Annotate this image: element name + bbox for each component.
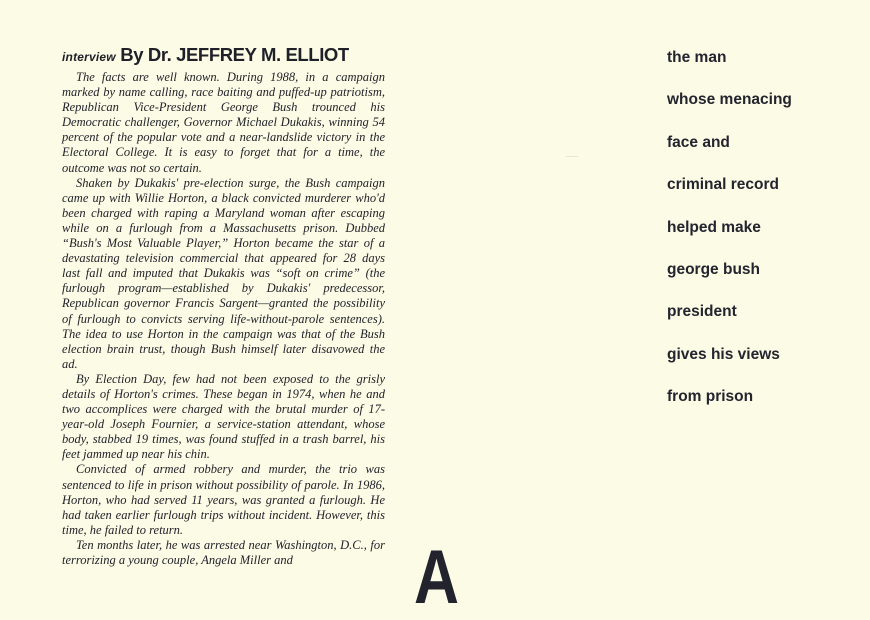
pull-quote-line: gives his views (667, 345, 780, 363)
article-paragraph: By Election Day, few had not been exposed to the grisly details of Horton's crimes. These began in 1974, when he and two accomplices were charged with the brutal murder of 17-year-old Joseph Fournier, a service-station attendant, whose body, stabbed 19 times, was found stuffed in a trash barrel, his feet jammed up near his chin. (62, 371, 385, 462)
pull-quote-line: criminal record (667, 176, 779, 194)
pull-quote-line: president (667, 303, 737, 321)
pull-quote-line: from prison (667, 388, 754, 406)
pull-quote-line: face and (667, 133, 730, 151)
drop-cap-letter: A (414, 535, 460, 620)
pull-quote-line: helped make (667, 218, 761, 236)
article-body (62, 70, 385, 568)
article-paragraph: Convicted of armed robbery and murder, the trio was sentenced to life in prison without possibility of parole. In 1986, Horton, who had served 11 years, was granted a furlough. He had taken earlier furlough trips without incident. However, this time, he failed to return. (62, 462, 385, 537)
article-paragraph: Ten months later, he was arrested near Washington, D.C., for terrorizing a young couple, Angela Miller and (62, 537, 385, 567)
author-name: By Dr. JEFFREY M. ELLIOT (120, 44, 349, 65)
pull-quote-line: whose menacing (667, 91, 792, 109)
print-mark (566, 156, 578, 157)
pull-quote-line: the man (667, 49, 727, 66)
pull-quote-line: george bush (667, 260, 761, 278)
section-tag: interview (62, 50, 116, 64)
article-paragraph: The facts are well known. During 1988, in a campaign marked by name calling, race baiting and puffed-up patriotism, Republican Vice-President George Bush trounced his Democratic challenger, Governor Michael Dukakis, winning 54 percent of the popular vote and a near-landslide victory in the Electoral College. It is easy to forget that for a time, the outcome was not so certain. (62, 70, 385, 175)
article-paragraph: Shaken by Dukakis' pre-election surge, the Bush campaign came up with Willie Horton, a black convicted murderer who'd been charged with raping a Maryland woman after escaping while on a furlough from a Massachusetts prison. Dubbed “Bush's Most Valuable Player,” Horton became the star of a devastating television commercial that appeared for 28 days last fall and imputed that Dukakis was “soft on crime” (the furlough program—established by Dukakis' predecessor, Republican governor Francis Sargent—granted the possibility of furlough to convicts serving life-without-parole sentences). The idea to use Horton in the campaign was that of the Bush election brain trust, though Bush himself later disavowed the ad. (62, 175, 385, 371)
article-byline (62, 44, 392, 66)
pull-quote (667, 46, 792, 428)
